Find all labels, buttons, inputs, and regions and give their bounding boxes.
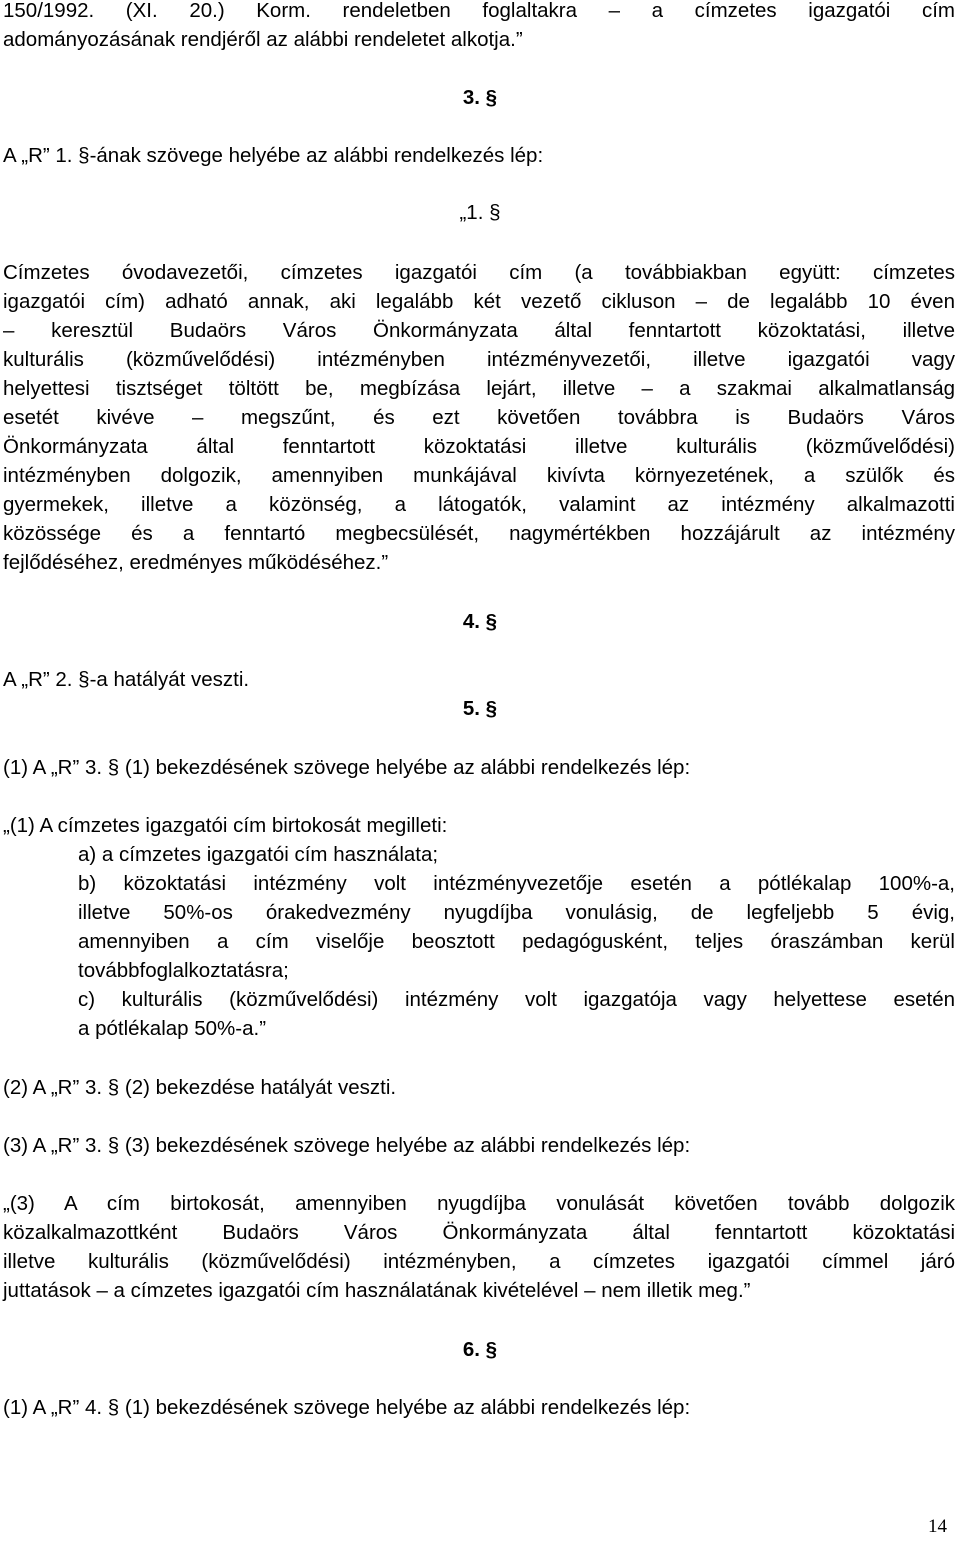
quote-3-line: juttatások – a címzetes igazgatói cím használatának kivételével – nem illetik meg.” bbox=[3, 1279, 751, 1302]
paragraph-1-line: fejlődéséhez, eredményes működéséhez.” bbox=[3, 551, 389, 574]
paragraph-1-line: közössége és a fenntartó megbecsülését, nagymértékben hozzájárult az intézmény bbox=[3, 522, 955, 545]
section-4-heading: 4. § bbox=[462, 610, 498, 633]
quote-1-item: c) kulturális (közművelődési) intézmény volt igazgatója vagy helyettese esetén bbox=[78, 988, 955, 1011]
quote-1-item: továbbfoglalkoztatásra; bbox=[78, 959, 289, 982]
section-3-heading: 3. § bbox=[462, 86, 498, 109]
paragraph-1-line: helyettesi tisztséget töltött be, megbízása lejárt, illetve – a szakmai alkalmatlanság bbox=[3, 377, 955, 400]
paragraph-1-line: – keresztül Budaörs Város Önkormányzata által fenntartott közoktatási, illetve bbox=[3, 319, 955, 342]
quote-3-line: illetve kulturális (közművelődési) intézményben, a címzetes igazgatói címmel járó bbox=[3, 1250, 955, 1273]
paragraph-1-line: Önkormányzata által fenntartott közoktatási illetve kulturális (közművelődési) bbox=[3, 435, 955, 458]
section-5-p3: (3) A „R” 3. § (3) bekezdésének szövege helyébe az alábbi rendelkezés lép: bbox=[3, 1134, 691, 1157]
section-5-p2: (2) A „R” 3. § (2) bekezdése hatályát veszti. bbox=[3, 1076, 397, 1099]
paragraph-1-line: kulturális (közművelődési) intézményben intézményvezetői, illetve igazgatói vagy bbox=[3, 348, 955, 371]
quote-1-item: amennyiben a cím viselője beosztott pedagógusként, teljes óraszámban kerül bbox=[78, 930, 955, 953]
page-number: 14 bbox=[928, 1516, 947, 1537]
paragraph-1-heading: „1. § bbox=[459, 201, 501, 224]
quote-1-first-line: „(1) A címzetes igazgatói cím birtokosát megilleti: bbox=[3, 814, 448, 837]
section-6-p1: (1) A „R” 4. § (1) bekezdésének szövege helyébe az alábbi rendelkezés lép: bbox=[3, 1396, 691, 1419]
section-3-text: A „R” 1. §-ának szövege helyébe az alábbi rendelkezés lép: bbox=[3, 144, 544, 167]
quote-1-item: b) közoktatási intézmény volt intézményvezetője esetén a pótlékalap 100%-a, bbox=[78, 872, 955, 895]
quote-1-item: illetve 50%-os órakedvezmény nyugdíjba vonulásig, de legfeljebb 5 évig, bbox=[78, 901, 955, 924]
intro-line-2: adományozásának rendjéről az alábbi rendeletet alkotja.” bbox=[3, 28, 523, 51]
intro-line-1: 150/1992. (XI. 20.) Korm. rendeletben foglaltakra – a címzetes igazgatói cím bbox=[3, 0, 955, 22]
section-5-heading: 5. § bbox=[462, 697, 498, 720]
section-6-heading: 6. § bbox=[462, 1338, 498, 1361]
paragraph-1-line: Címzetes óvodavezetői, címzetes igazgatói cím (a továbbiakban együtt: címzetes bbox=[3, 261, 955, 284]
quote-1-item: a pótlékalap 50%-a.” bbox=[78, 1017, 267, 1040]
paragraph-1-line: gyermekek, illetve a közönség, a látogatók, valamint az intézmény alkalmazotti bbox=[3, 493, 955, 516]
quote-1-item: a) a címzetes igazgatói cím használata; bbox=[78, 843, 439, 866]
quote-3-line: közalkalmazottként Budaörs Város Önkormányzata által fenntartott közoktatási bbox=[3, 1221, 955, 1244]
paragraph-1-line: esetét kivéve – megszűnt, és ezt követően továbbra is Budaörs Város bbox=[3, 406, 955, 429]
section-5-p1: (1) A „R” 3. § (1) bekezdésének szövege helyébe az alábbi rendelkezés lép: bbox=[3, 756, 691, 779]
section-4-text: A „R” 2. §-a hatályát veszti. bbox=[3, 668, 250, 691]
quote-3-line: „(3) A cím birtokosát, amennyiben nyugdíjba vonulását követően tovább dolgozik bbox=[3, 1192, 955, 1215]
paragraph-1-line: igazgatói cím) adható annak, aki legalább két vezető cikluson – de legalább 10 éven bbox=[3, 290, 955, 313]
paragraph-1-line: intézményben dolgozik, amennyiben munkájával kivívta környezetének, a szülők és bbox=[3, 464, 955, 487]
